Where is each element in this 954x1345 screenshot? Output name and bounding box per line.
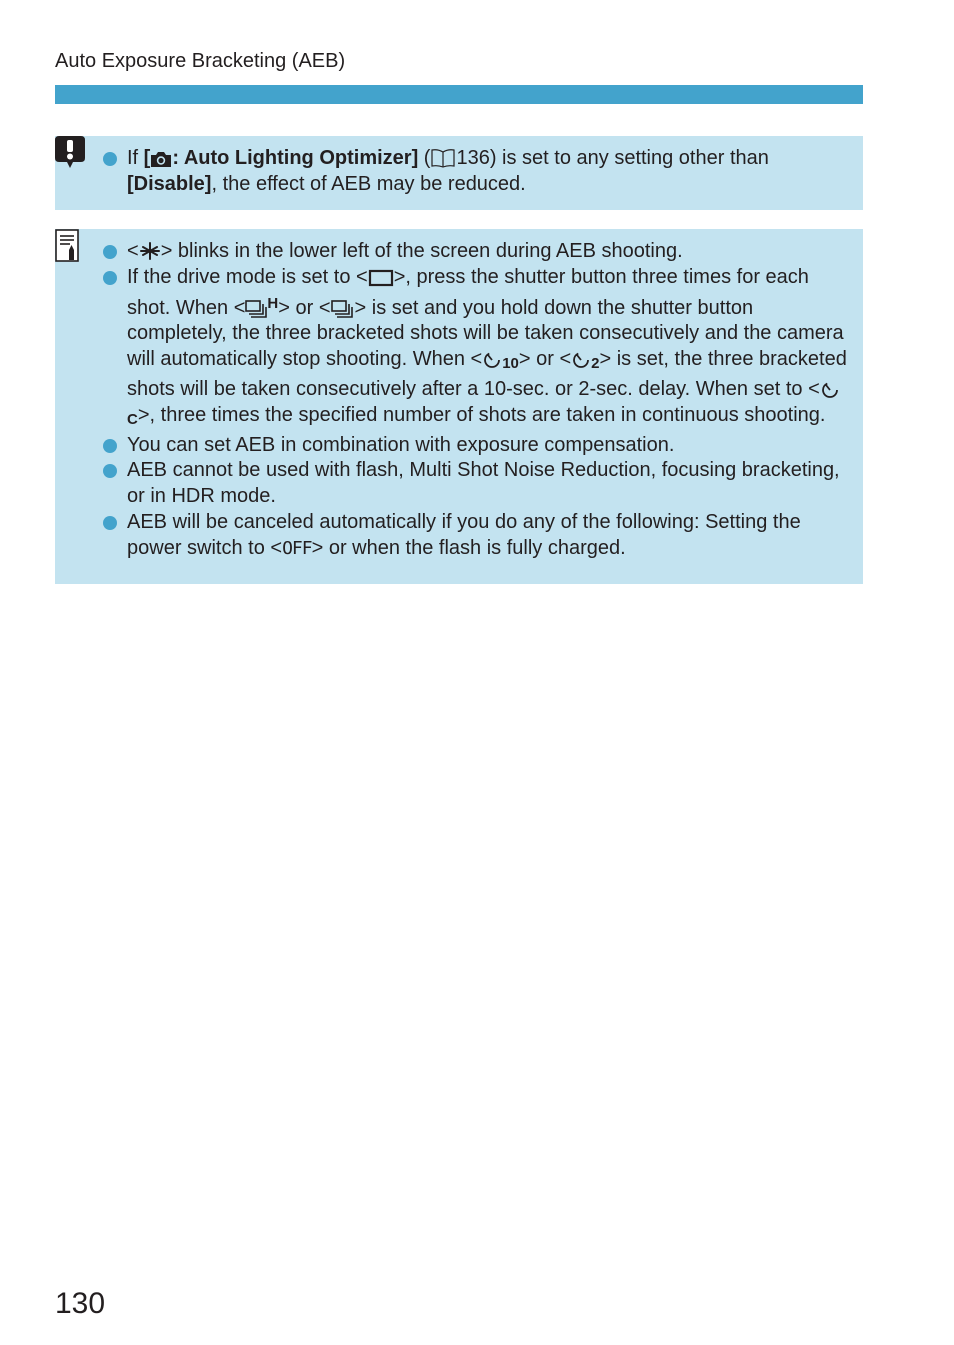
power-off-label: OFF (282, 537, 312, 559)
bullet (103, 152, 117, 166)
bullet (103, 464, 117, 478)
high-speed-label: H (267, 294, 279, 312)
caution-panel (55, 136, 863, 210)
self-timer-10s-icon (482, 349, 502, 369)
memo-item: < > blinks in the lower left of the screen during AEB shooting. (103, 239, 853, 265)
high-speed-continuous-icon (245, 298, 267, 318)
caution-item: If [ : Auto Lighting Optimizer] ( 136) is set to any setting other than [Disable], the effect of AEB may be reduced. (103, 146, 853, 198)
page-number: 130 (55, 1287, 106, 1320)
low-speed-continuous-icon (331, 298, 355, 318)
asterisk-icon (139, 241, 161, 261)
memo-item: AEB will be canceled automatically if you do any of the following: Setting the power switch to <OFF> or when the flash is fully charged. (103, 510, 853, 562)
bullet (103, 245, 117, 259)
running-header: Auto Exposure Bracketing (AEB) (55, 50, 346, 72)
book-icon (430, 148, 456, 168)
timer-2-label: 2 (591, 355, 600, 373)
memo-item: If the drive mode is set to < >, press the shutter button three times for each shot. When < $^H$> or < > is set and you hold down the shutter button completely, the three bracketed shots will be taken consecutively and the camera will automatically stop shooting. When < 10> or < 2> is set, the three bracketed shots will be taken consecutively after a 10-sec. or 2-sec. delay. When set to <C>, three times the specified number of shots are taken in continuous shooting. (103, 265, 853, 433)
self-timer-2s-icon (571, 349, 591, 369)
timer-c-label: C (127, 410, 138, 428)
timer-10-label: 10 (502, 355, 519, 373)
memo-item: AEB cannot be used with flash, Multi Shot Noise Reduction, focusing bracketing, or in HDR mode. (103, 458, 853, 510)
header-rule (55, 85, 863, 104)
camera-icon (150, 150, 172, 168)
memo-panel (55, 229, 863, 584)
single-shooting-icon (368, 269, 394, 287)
memo-icon (55, 229, 81, 263)
bullet (103, 439, 117, 453)
caution-icon (55, 136, 85, 168)
memo-item: You can set AEB in combination with exposure compensation. (103, 433, 853, 459)
bullet (103, 516, 117, 530)
bullet (103, 271, 117, 285)
self-timer-continuous-icon (820, 379, 840, 399)
